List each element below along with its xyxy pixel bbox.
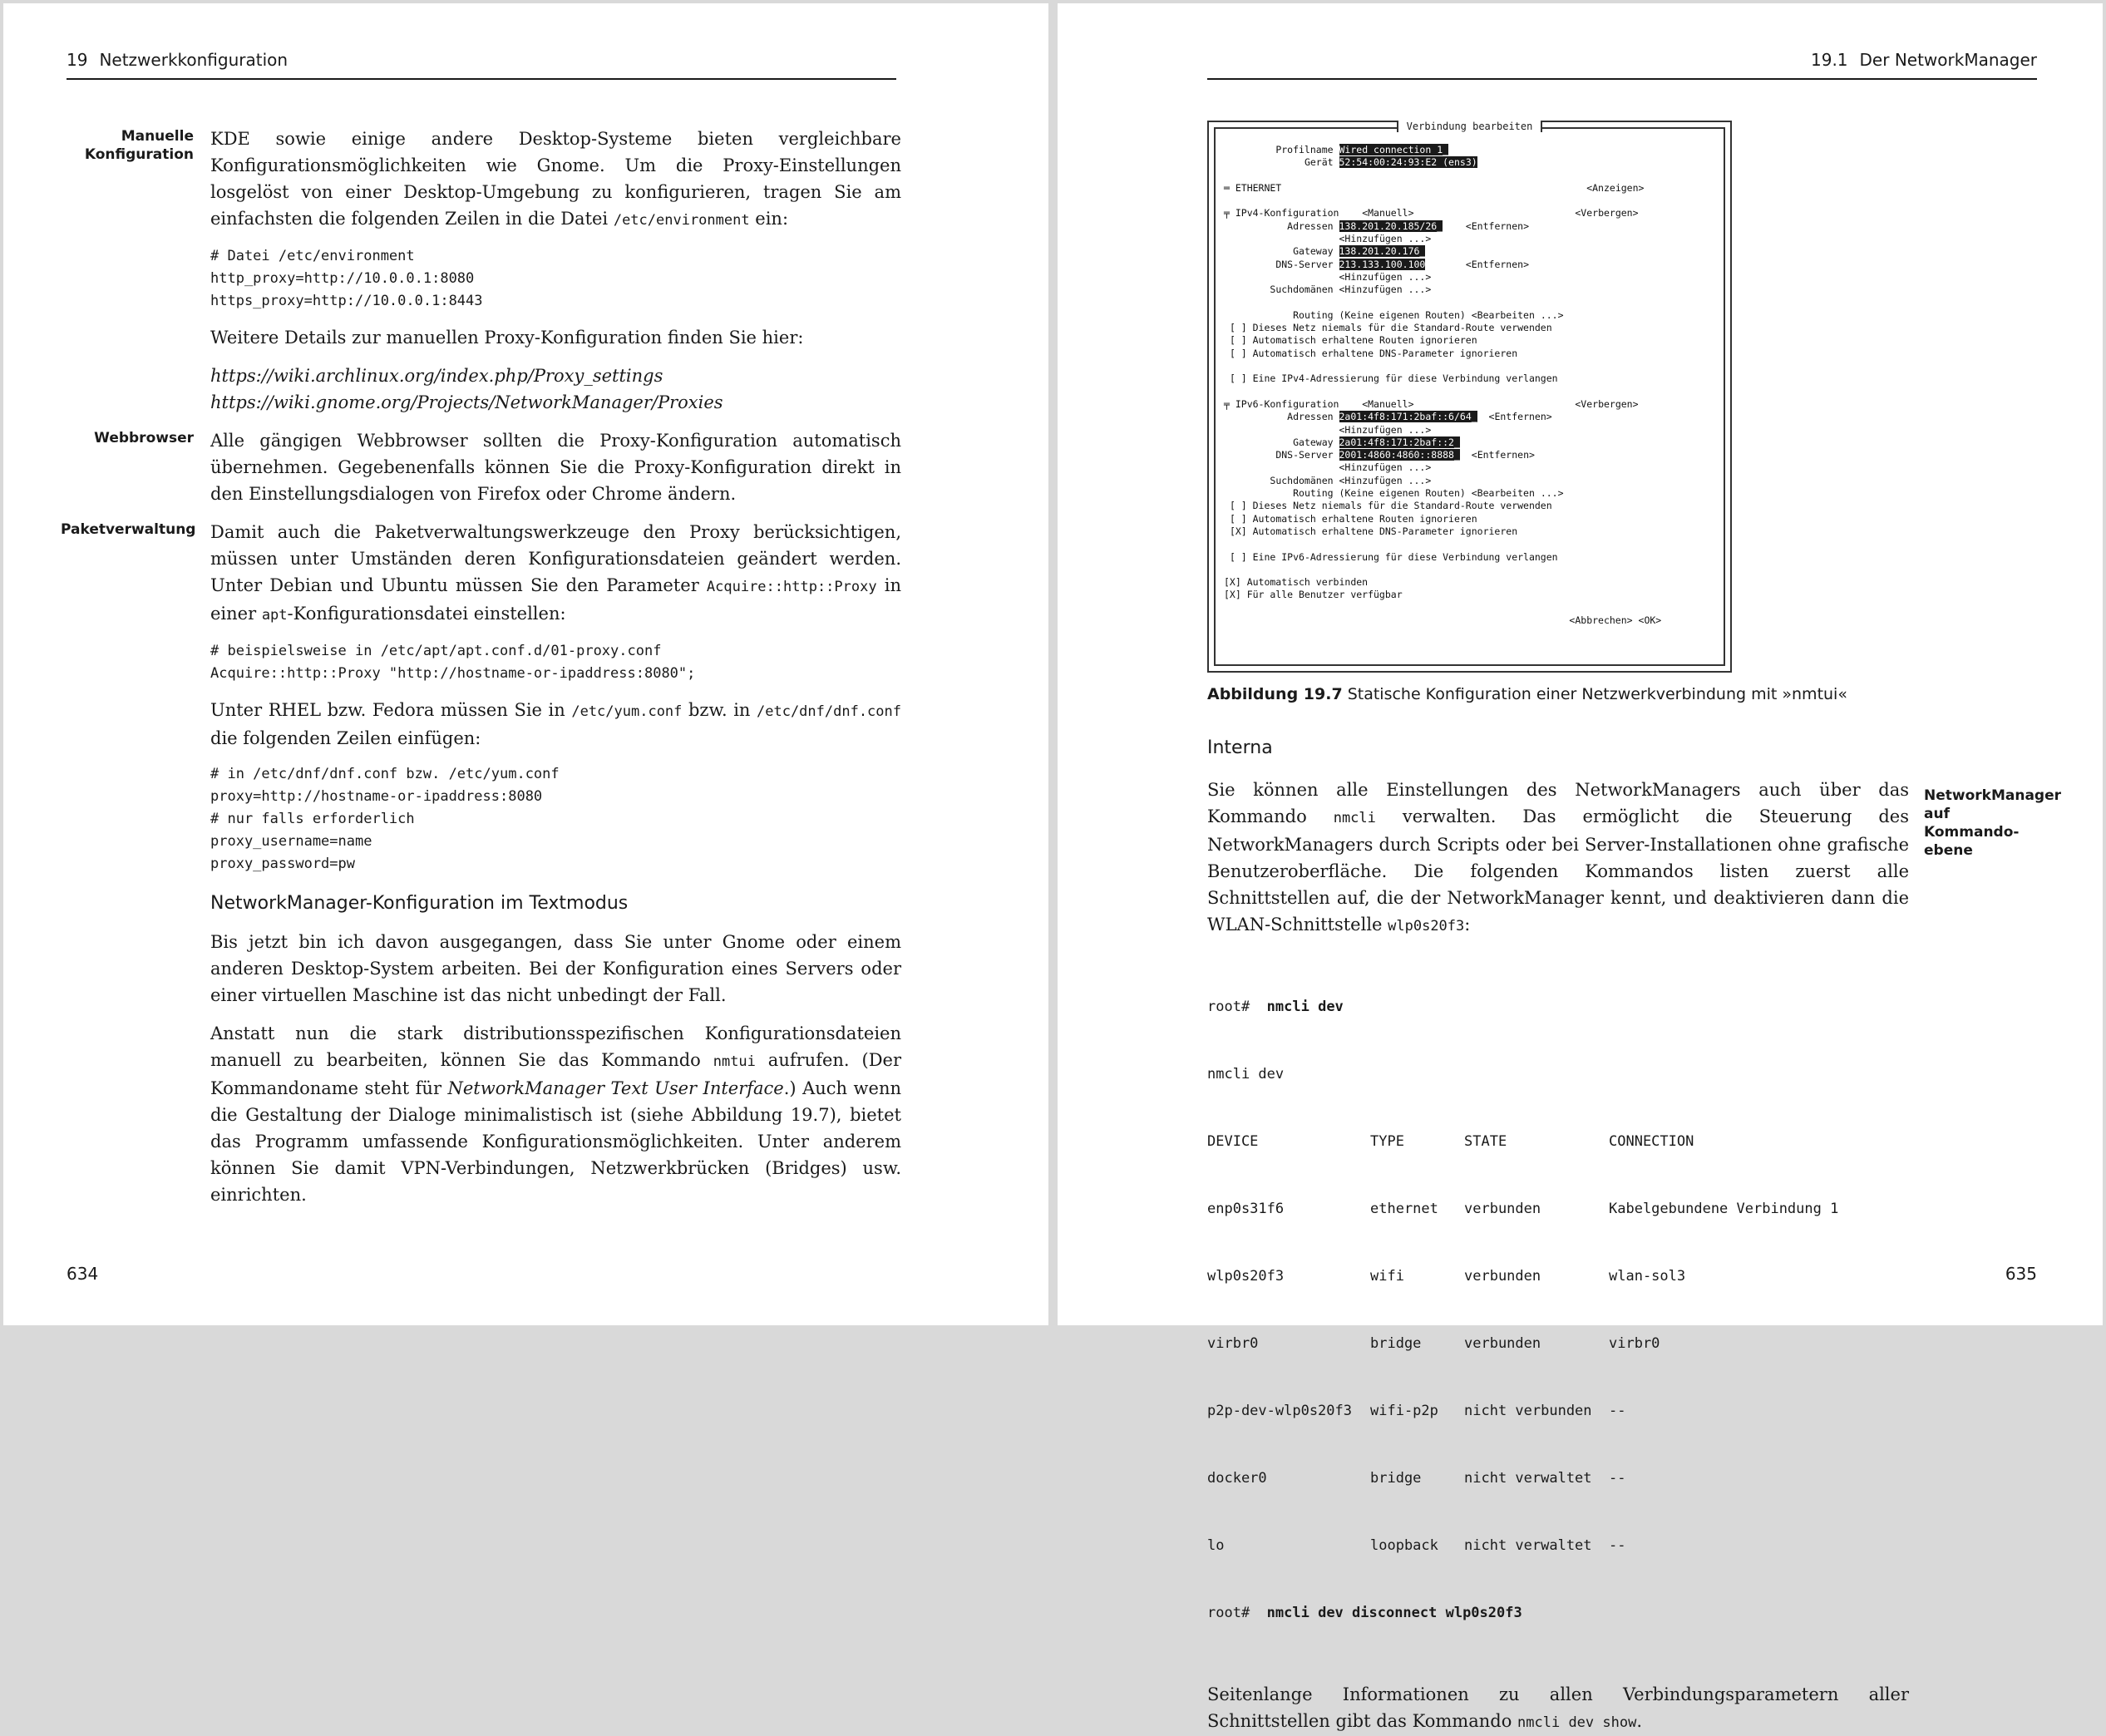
cell: nicht verwaltet <box>1464 1537 1592 1554</box>
tui-checkbox[interactable]: [ ] Eine IPv6-Adressierung für diese Verbindung verlangen <box>1229 550 1558 563</box>
section-number: 19.1 <box>1811 50 1848 70</box>
text: aufrufen. (Der Kommandoname steht für <box>210 1050 901 1098</box>
cell: bridge <box>1370 1335 1422 1352</box>
tui-label: Adressen <box>1287 219 1334 232</box>
paragraph <box>1207 1681 1909 1736</box>
inline-code: /etc/environment <box>613 212 750 229</box>
tui-field-device[interactable]: 52:54:00:24:93:E2 (ens3) <box>1339 156 1477 169</box>
terminal-output <box>1207 951 1909 1669</box>
page-number: 635 <box>2005 1264 2037 1284</box>
text: ein: <box>749 209 789 229</box>
cell: docker0 <box>1207 1470 1267 1487</box>
tui-button-remove[interactable]: <Entfernen> <box>1465 219 1529 232</box>
tui-field-ipv6-dns[interactable]: 2001:4860:4860::8888_ <box>1339 449 1460 461</box>
cell: virbr0 <box>1609 1335 1660 1352</box>
text: bzw. in <box>682 700 757 720</box>
terminal-line <box>1207 996 1909 1018</box>
text: Seitenlange Informationen zu allen Verbindungsparametern aller Schnittstellen gibt das Kommando <box>1207 1684 1909 1731</box>
figure-caption <box>1207 685 1956 703</box>
right-page <box>1058 3 2103 1731</box>
table-row <box>1207 1467 1909 1490</box>
tui-button-remove[interactable]: <Entfernen> <box>1488 411 1552 423</box>
inline-code: nmcli dev show <box>1517 1714 1637 1731</box>
cell: ethernet <box>1370 1201 1438 1217</box>
tui-label: Routing <box>1293 308 1334 321</box>
cell: -- <box>1609 1403 1626 1419</box>
tui-button-add[interactable]: <Hinzufügen ...> <box>1339 270 1432 283</box>
cell: wlp0s20f3 <box>1207 1268 1285 1285</box>
table-row <box>1207 1400 1909 1423</box>
margin-note-manual <box>61 127 194 164</box>
tui-button-add[interactable]: <Hinzufügen ...> <box>1339 461 1432 474</box>
tui-section: ╤ IPv4-Konfiguration <box>1224 207 1339 219</box>
section-title: Der NetworkManager <box>1859 50 2037 70</box>
margin-note-line: Manuelle <box>121 128 194 145</box>
inline-code: /etc/dnf/dnf.conf <box>757 703 901 720</box>
tui-label: Profilname <box>1275 144 1334 155</box>
tui-field-ipv6-gateway[interactable]: 2a01:4f8:171:2baf::2_ <box>1339 436 1460 448</box>
cell: virbr0 <box>1207 1335 1259 1352</box>
inline-code: apt <box>261 607 288 624</box>
tui-label: Gateway <box>1293 245 1334 258</box>
text: Sie können alle Einstellungen des NetworkManagers auch über das Kommando <box>1207 780 1909 826</box>
tui-checkbox[interactable]: [X] Automatisch erhaltene DNS-Parameter ignorieren <box>1229 525 1518 537</box>
tui-label: Suchdomänen <box>1270 474 1334 486</box>
text: KDE sowie einige andere Desktop-Systeme bieten vergleichbare Konfigurationsmöglichkeiten wie Gnome. Um die Proxy-Einstellungen losgelöst von einer Desktop-Umgebung zu konfigurieren, tragen Sie am einfachsten die folgenden Zeilen in die Datei <box>210 129 901 229</box>
cell: Kabelgebundene Verbindung 1 <box>1609 1201 1839 1217</box>
tui-field-ipv4-gateway[interactable]: 138.201.20.176_ <box>1339 245 1426 258</box>
tui-checkbox[interactable]: [X] Automatisch verbinden <box>1224 576 1369 589</box>
code-block: # in /etc/dnf/dnf.conf bzw. /etc/yum.conf proxy=http://hostname-or-ipaddress:8080 # nur falls erforderlich proxy_username=name proxy_password=pw <box>210 766 560 872</box>
margin-note-line: NetworkManager <box>1924 787 2062 804</box>
inline-code: nmcli <box>1333 810 1376 826</box>
paragraph <box>210 1020 901 1208</box>
figure-nmtui-screenshot <box>1207 121 1732 673</box>
code-block: # beispielsweise in /etc/apt/apt.conf.d/01-proxy.conf Acquire::http::Proxy "http://hostname-or-ipaddress:8080"; <box>210 643 696 682</box>
cell: -- <box>1609 1470 1626 1487</box>
tui-button-hide[interactable]: <Verbergen> <box>1575 207 1639 219</box>
tui-section: ╤ IPv6-Konfiguration <box>1224 397 1339 410</box>
cell: bridge <box>1370 1470 1422 1487</box>
tui-label: Gerät <box>1304 156 1334 169</box>
text: Damit auch die Paketverwaltungswerkzeuge den Proxy berücksichtigen, müssen unter Umständen deren Konfigurationsdateien geändert werden. Unter Debian und Ubuntu müssen Sie den Parameter <box>210 522 901 595</box>
cell: wifi <box>1370 1268 1404 1285</box>
section-heading: Interna <box>1207 737 1273 758</box>
paragraph <box>210 697 901 752</box>
tui-field-ipv4-dns[interactable]: 213.133.100.100 <box>1339 258 1426 270</box>
table-header <box>1207 1131 1909 1153</box>
tui-button-add[interactable]: <Hinzufügen ...> <box>1339 233 1432 245</box>
tui-checkbox[interactable]: [ ] Automatisch erhaltene DNS-Parameter ignorieren <box>1229 347 1518 359</box>
dialog-title-bar <box>1216 117 1724 133</box>
cell: verbunden <box>1464 1268 1541 1285</box>
text: die folgenden Zeilen einfügen: <box>210 728 481 748</box>
cell: wifi-p2p <box>1370 1403 1438 1419</box>
paragraph <box>210 126 901 234</box>
command: nmcli dev <box>1266 999 1344 1015</box>
link-archwiki[interactable]: https://wiki.archlinux.org/index.php/Proxy_settings <box>210 366 663 386</box>
chapter-number: 19 <box>67 50 88 70</box>
cell: lo <box>1207 1537 1225 1554</box>
tui-field-ipv6-address[interactable]: 2a01:4f8:171:2baf::6/64_ <box>1339 411 1477 423</box>
column-header: CONNECTION <box>1609 1133 1694 1150</box>
table-row <box>1207 1265 1909 1288</box>
tui-button-manual[interactable]: <Manuell> <box>1362 397 1414 410</box>
tui-button-routing[interactable]: (Keine eigenen Routen) <Bearbeiten ...> <box>1339 308 1564 321</box>
column-header: STATE <box>1464 1133 1507 1150</box>
tui-button-manual[interactable]: <Manuell> <box>1362 207 1414 219</box>
prompt: root# <box>1207 1605 1250 1621</box>
running-header <box>67 50 896 80</box>
text: verwalten. Das ermöglicht die Steuerung des NetworkManagers durch Scripts oder bei Server-Installationen ohne grafische Benutzeroberfläche. Die folgenden Kommandos listen zuerst alle Schnittstellen auf, die der NetworkManager kennt, und deaktivieren dann die WLAN-Schnittstelle <box>1207 806 1910 935</box>
tui-label: Routing <box>1293 487 1334 500</box>
caption-label: Abbildung 19.7 <box>1207 685 1343 703</box>
tui-label: DNS-Server <box>1275 449 1334 461</box>
margin-note-line: Konfiguration <box>84 146 194 163</box>
tui-button-routing[interactable]: (Keine eigenen Routen) <Bearbeiten ...> <box>1339 487 1564 500</box>
section-webbrowser <box>94 427 901 507</box>
tui-field-ipv4-address[interactable]: 138.201.20.185/26_ <box>1339 219 1443 232</box>
tui-checkbox[interactable]: [ ] Automatisch erhaltene Routen ignorieren <box>1229 512 1477 525</box>
paragraph: Alle gängigen Webbrowser sollten die Proxy-Konfiguration automatisch übernehmen. Gegebenenfalls können Sie die Proxy-Konfiguration direkt in den Einstellungsdialogen von Firefox oder Chrome ändern. <box>210 431 901 504</box>
inline-code: nmtui <box>713 1053 756 1070</box>
cell: loopback <box>1370 1537 1438 1554</box>
text: .) Auch wenn die Gestaltung der Dialoge minimalistisch ist (siehe Abbildung 19.7), bietet das Programm umfassende Konfigurationsmöglichkeiten. Unter anderem können Sie damit VPN-Verbindungen, Netzwerkbrücken (Bridges) usw. einrichten. <box>210 1078 901 1205</box>
tui-button-cancel[interactable]: <Abbrechen> <box>1569 614 1633 626</box>
column-header: DEVICE <box>1207 1133 1259 1150</box>
cell: enp0s31f6 <box>1207 1201 1285 1217</box>
margin-note-line: ebene <box>1924 842 1973 859</box>
paragraph <box>210 519 901 629</box>
cell: verbunden <box>1464 1335 1541 1352</box>
tui-checkbox[interactable]: [ ] Dieses Netz niemals für die Standard-Route verwenden <box>1229 500 1552 512</box>
paragraph: Weitere Details zur manuellen Proxy-Konfiguration finden Sie hier: <box>210 328 804 348</box>
text: -Konfigurationsdatei einstellen: <box>287 604 566 624</box>
dialog-title: Verbindung bearbeiten <box>1397 121 1543 132</box>
margin-note-package: Paketverwaltung <box>61 521 196 538</box>
terminal-line <box>1207 1602 1909 1625</box>
section-heading: NetworkManager-Konfiguration im Textmodus <box>210 893 629 914</box>
tui-section: ═ ETHERNET <box>1224 181 1282 194</box>
tui-field-profile[interactable]: Wired connection 1_ <box>1339 144 1449 155</box>
tui-button-add[interactable]: <Hinzufügen ...> <box>1339 284 1432 296</box>
tui-button-remove[interactable]: <Entfernen> <box>1471 449 1535 461</box>
command: nmcli dev disconnect wlp0s20f3 <box>1266 1605 1522 1621</box>
text: . <box>1636 1711 1643 1731</box>
inline-code: wlp0s20f3 <box>1388 918 1465 935</box>
tui-button-ok[interactable]: <OK> <box>1638 614 1662 626</box>
tui-button-remove[interactable]: <Entfernen> <box>1465 258 1529 270</box>
paragraph <box>1207 777 1909 940</box>
table-row <box>1207 1535 1909 1557</box>
table-row <box>1207 1333 1909 1355</box>
prompt: root# <box>1207 999 1250 1015</box>
emphasis: NetworkManager Text User Interface <box>447 1078 784 1098</box>
cell: wlan-sol3 <box>1609 1268 1686 1285</box>
margin-note-nmcli <box>1924 787 2062 860</box>
cell: nicht verwaltet <box>1464 1470 1592 1487</box>
tui-label: Suchdomänen <box>1270 284 1334 296</box>
left-body <box>61 126 901 1208</box>
inline-code: /etc/yum.conf <box>571 703 683 720</box>
paragraph: Bis jetzt bin ich davon ausgegangen, dass Sie unter Gnome oder einem anderen Desktop-System arbeiten. Bei der Konfiguration eines Servers oder einer virtuellen Maschine ist das nicht unbedingt der Fall. <box>210 932 901 1005</box>
section-manual-config <box>84 126 901 416</box>
inline-code: Acquire::http::Proxy <box>706 579 877 595</box>
tui-button-add[interactable]: <Hinzufügen ...> <box>1339 423 1432 436</box>
text: in einer <box>210 575 901 624</box>
terminal-line: nmcli dev <box>1207 1066 1285 1083</box>
link-gnomewiki[interactable]: https://wiki.gnome.org/Projects/NetworkManager/Proxies <box>210 392 723 412</box>
tui-button-add[interactable]: <Hinzufügen ...> <box>1339 474 1432 486</box>
tui-button-show[interactable]: <Anzeigen> <box>1586 181 1645 194</box>
text: : <box>1464 915 1471 935</box>
chapter-title: Netzwerkkonfiguration <box>99 50 289 70</box>
left-page <box>3 3 1048 1325</box>
table-row <box>1207 1198 1909 1221</box>
tui-checkbox[interactable]: [ ] Eine IPv4-Adressierung für diese Verbindung verlangen <box>1229 372 1558 385</box>
tui-label: DNS-Server <box>1275 258 1334 270</box>
tui-dialog-frame <box>1214 121 1725 666</box>
page-number: 634 <box>67 1264 99 1284</box>
margin-note-webbrowser: Webbrowser <box>94 430 194 446</box>
cell: verbunden <box>1464 1201 1541 1217</box>
cell: nicht verbunden <box>1464 1403 1592 1419</box>
tui-label: Adressen <box>1287 411 1334 423</box>
text: Unter RHEL bzw. Fedora müssen Sie in <box>210 700 572 720</box>
tui-label: Gateway <box>1293 436 1334 448</box>
text: Anstatt nun die stark distributionsspezifischen Konfigurationsdateien manuell zu bearbeiten, können Sie das Kommando <box>210 1023 901 1070</box>
tui-button-hide[interactable]: <Verbergen> <box>1575 397 1639 410</box>
section-package-management <box>61 519 901 875</box>
cell: -- <box>1609 1537 1626 1554</box>
tui-checkbox[interactable]: [ ] Dieses Netz niemals für die Standard-Route verwenden <box>1229 322 1552 334</box>
column-header: TYPE <box>1370 1133 1404 1150</box>
code-block: # Datei /etc/environment http_proxy=http://10.0.0.1:8080 https_proxy=http://10.0.0.1:8443 <box>210 248 483 309</box>
caption-text: Statische Konfiguration einer Netzwerkverbindung mit »nmtui« <box>1347 685 1847 703</box>
running-header <box>1207 50 2037 80</box>
tui-checkbox[interactable]: [X] Für alle Benutzer verfügbar <box>1224 589 1403 601</box>
tui-content <box>1224 144 1715 627</box>
margin-note-line: auf Kommando- <box>1924 806 2020 841</box>
cell: p2p-dev-wlp0s20f3 <box>1207 1403 1352 1419</box>
tui-checkbox[interactable]: [ ] Automatisch erhaltene Routen ignorieren <box>1229 334 1477 347</box>
